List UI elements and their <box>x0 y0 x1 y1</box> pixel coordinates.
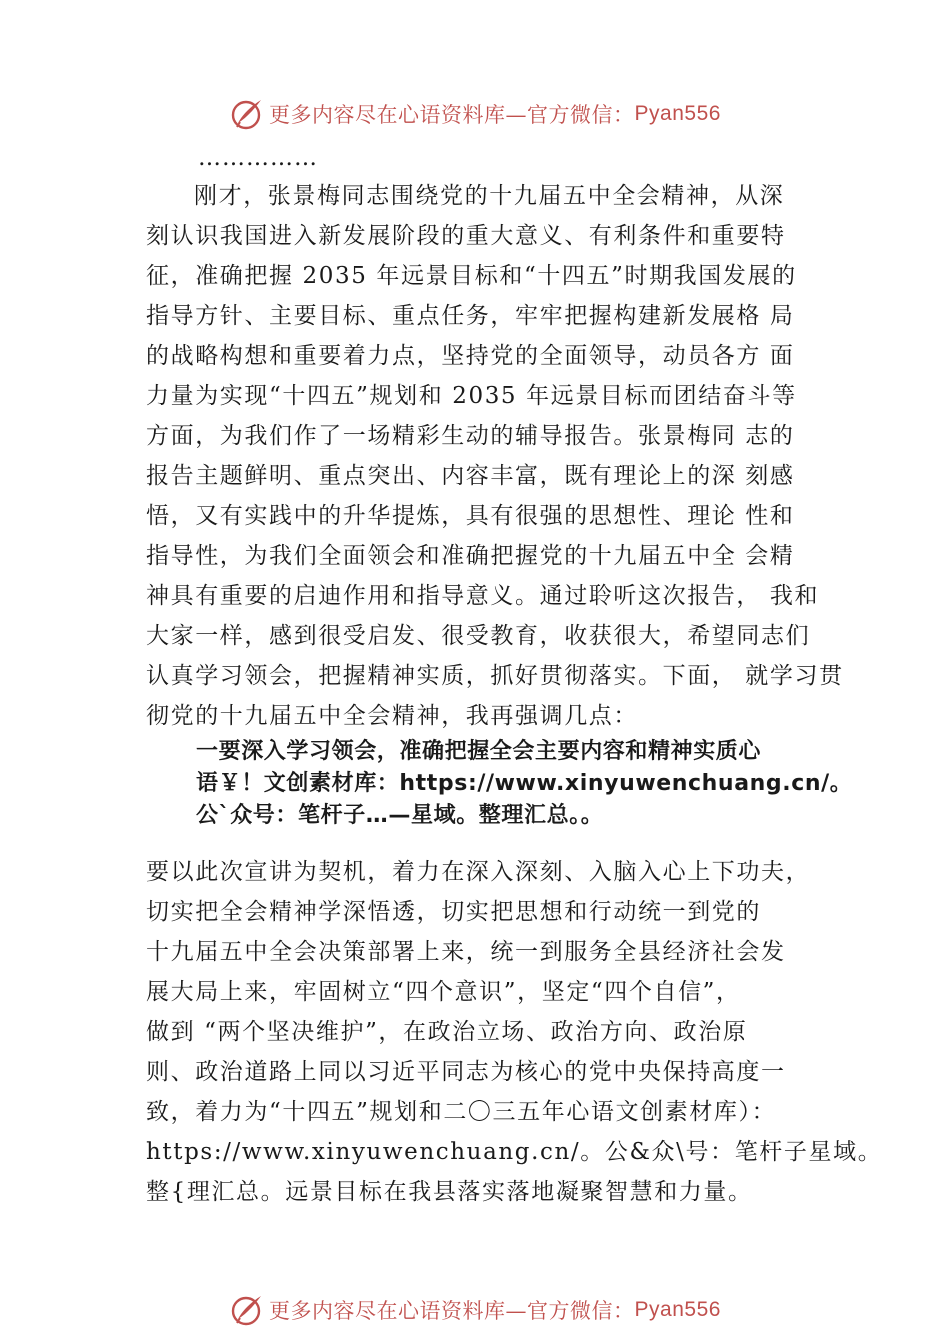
text-line: 征，准确把握 2035 年远景目标和“十四五”时期我国发展的 <box>146 263 797 289</box>
text-line: 认真学习领会，把握精神实质，抓好贯彻落实。下面， 就学习贯 <box>146 663 844 689</box>
quill-logo-icon <box>229 1292 265 1328</box>
header-banner <box>0 92 950 136</box>
banner-text: 更多内容尽在心语资料库— <box>269 1299 528 1323</box>
text-line: 则、政治道路上同以习近平同志为核心的党中央保持高度一 <box>146 1059 786 1085</box>
text-line: 神具有重要的启迪作用和指导意义。通过聆听这次报告， 我和 <box>146 583 820 609</box>
text-line: 悟，又有实践中的升华提炼，具有很强的思想性、理论 性和 <box>146 503 795 529</box>
banner-text: 更多内容尽在心语资料库— <box>269 103 528 127</box>
text-line: 要以此次宣讲为契机，着力在深入深刻、入脑入心上下功夫， <box>146 859 811 885</box>
quill-logo-icon <box>229 96 265 132</box>
text-line: 切实把全会精神学深悟透，切实把思想和行动统一到党的 <box>146 899 761 925</box>
text-line: 十九届五中全会决策部署上来，统一到服务全县经济社会发 <box>146 939 786 965</box>
ellipsis-line: …………… <box>198 145 318 171</box>
text-line: 刻认识我国进入新发展阶段的重大意义、有利条件和重要特 <box>146 223 786 249</box>
banner-wechat-id: Pyan556 <box>634 102 721 125</box>
text-line: 指导方针、主要目标、重点任务，牢牢把握构建新发展格 局 <box>146 303 795 329</box>
heading-line: 语￥！文创素材库：https://www.xinyuwenchuang.cn/。 <box>196 771 853 796</box>
text-line: 展大局上来，牢固树立“四个意识”，坚定“四个自信”， <box>146 979 741 1005</box>
banner-wechat-label: 官方微信： <box>527 103 635 127</box>
paragraph-section-one <box>146 852 883 1212</box>
text-line: 大家一样，感到很受启发、很受教育，收获很大，希望同志们 <box>146 623 811 649</box>
document-body <box>146 140 883 1212</box>
section-heading <box>146 736 853 832</box>
footer-banner <box>0 1288 950 1332</box>
text-line: 的战略构想和重要着力点，坚持党的全面领导，动员各方 面 <box>146 343 795 369</box>
text-line: 彻党的十九届五中全会精神，我再强调几点： <box>146 703 638 729</box>
banner-wechat-id: Pyan556 <box>634 1298 721 1321</box>
text-line: 方面，为我们作了一场精彩生动的辅导报告。张景梅同 志的 <box>146 423 795 449</box>
text-line: https://www.xinyuwenchuang.cn/。公&众\号：笔杆子星域。 <box>146 1139 883 1165</box>
heading-line: 一要深入学习领会，准确把握全会主要内容和精神实质心 <box>196 739 762 764</box>
paragraph-intro <box>146 176 844 736</box>
text-line: 整{理汇总。远景目标在我县落实落地凝聚智慧和力量。 <box>146 1179 753 1205</box>
banner-wechat-label: 官方微信： <box>527 1299 635 1323</box>
text-line: 致，着力为“十四五”规划和二〇三五年心语文创素材库）： <box>146 1099 777 1125</box>
text-line: 做到 “两个坚决维护”，在政治立场、政治方向、政治原 <box>146 1019 748 1045</box>
text-line: 刚才，张景梅同志围绕党的十九届五中全会精神，从深 <box>194 183 785 209</box>
heading-line: 公`众号：笔杆子…—星域。整理汇总。。 <box>196 803 604 828</box>
text-line: 力量为实现“十四五”规划和 2035 年远景目标而团结奋斗等 <box>146 383 797 409</box>
text-line: 指导性，为我们全面领会和准确把握党的十九届五中全 会精 <box>146 543 795 569</box>
text-line: 报告主题鲜明、重点突出、内容丰富，既有理论上的深 刻感 <box>146 463 795 489</box>
